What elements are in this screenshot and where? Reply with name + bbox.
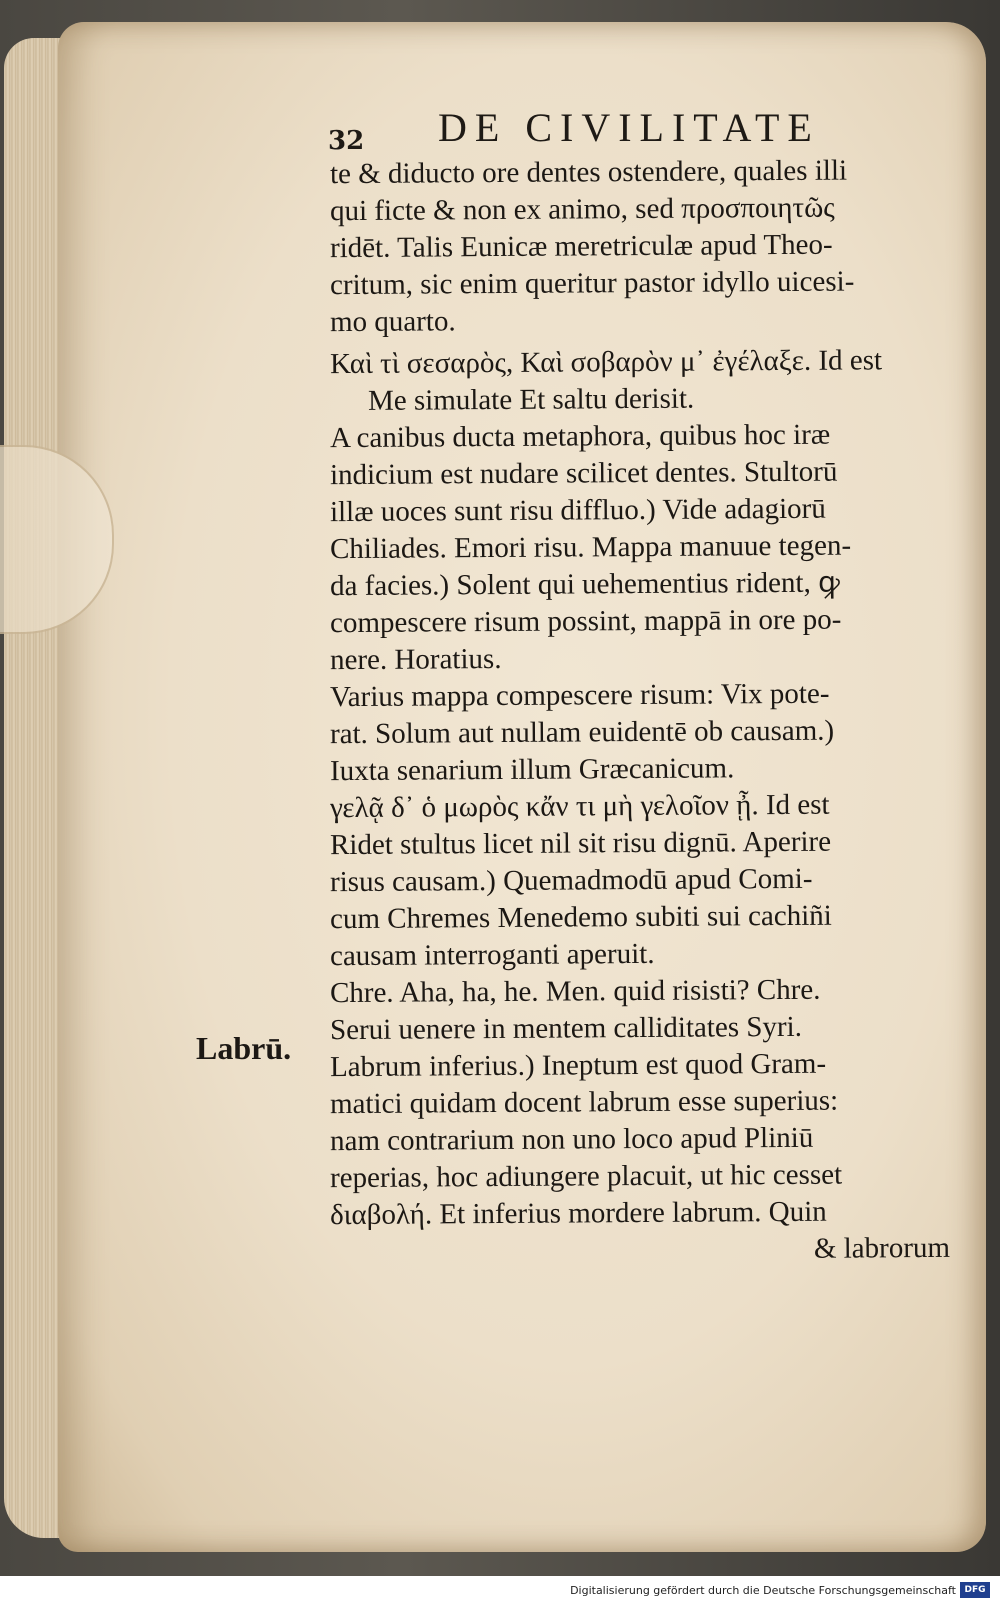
greek-quote-line: γελᾷ δ᾽ ὁ μωρὸς κἄν τι μὴ γελοῖον ᾖ. Id est [329,788,830,825]
text-line: causam interroganti aperuit. [329,937,655,973]
marginal-note: Labrū. [196,1030,292,1066]
text-line: A canibus ducta metaphora, quibus hoc iræ [329,418,831,455]
greek-quote-line: Καὶ τὶ σεσαρὸς, Καὶ σοβαρὸν μ᾽ ἐγέλαξε. Id est [329,344,883,381]
translation-line: Me simulate Et saltu derisit. [367,382,695,417]
text-line: Chre. Aha, ha, he. Men. quid risisti? Chre. [329,973,821,1010]
text-line: nere. Horatius. [329,642,502,677]
text-line: Chiliades. Emori risu. Mappa manuue tegen- [329,529,852,566]
text-line: te & diducto ore dentes ostendere, quales illi [329,154,848,191]
text-line: rat. Solum aut nullam euidentē ob causam.) [329,714,835,751]
catchword-line: & labrorum [813,1231,951,1265]
footer-bar [0,1576,1000,1608]
text-line: indicium est nudare scilicet dentes. Stultorū [329,455,838,492]
body-text [330,154,950,1269]
text-line: illæ uoces sunt risu diffluo.) Vide adagiorū [329,492,826,529]
footer-credit: Digitalisierung gefördert durch die Deutsche Forschungsgemeinschaft [570,1584,956,1597]
text-line: Ridet stultus licet nil sit risu dignū. Aperire [329,825,832,862]
text-line: Serui uenere in mentem calliditates Syri. [329,1010,803,1047]
text-line: critum, sic enim queritur pastor idyllo uicesi- [329,265,855,302]
text-line: da facies.) Solent qui uehementius rident, ꝙ [329,566,840,603]
text-line: Labrum inferius.) Ineptum est quod Gram- [329,1047,827,1084]
text-line: Varius mappa compescere risum: Vix pote- [329,677,830,714]
running-title: DE CIVILITATE [438,105,820,150]
text-line: matici quidam docent labrum esse superius: [329,1084,839,1121]
dfg-logo: DFG [960,1582,990,1598]
text-line: compescere risum possint, mappā in ore po- [329,603,842,640]
text-line: qui ficte & non ex animo, sed προσποιητῶς [329,191,835,228]
text-line: reperias, hoc adiungere placuit, ut hic cesset [329,1158,843,1195]
text-line: risus causam.) Quemadmodū apud Comi- [329,862,813,899]
page-header [328,104,888,156]
text-line: mo quarto. [329,305,456,339]
text-line: διαβολή. Et inferius mordere labrum. Quin [329,1195,827,1232]
text-line: ridēt. Talis Eunicæ meretriculæ apud Theo- [329,228,833,265]
text-line: cum Chremes Menedemo subiti sui cachiñi [329,899,832,936]
text-line: nam contrarium non uno loco apud Pliniū [329,1121,814,1158]
page-number: 32 [328,126,365,156]
text-line: Iuxta senarium illum Græcanicum. [329,752,735,788]
